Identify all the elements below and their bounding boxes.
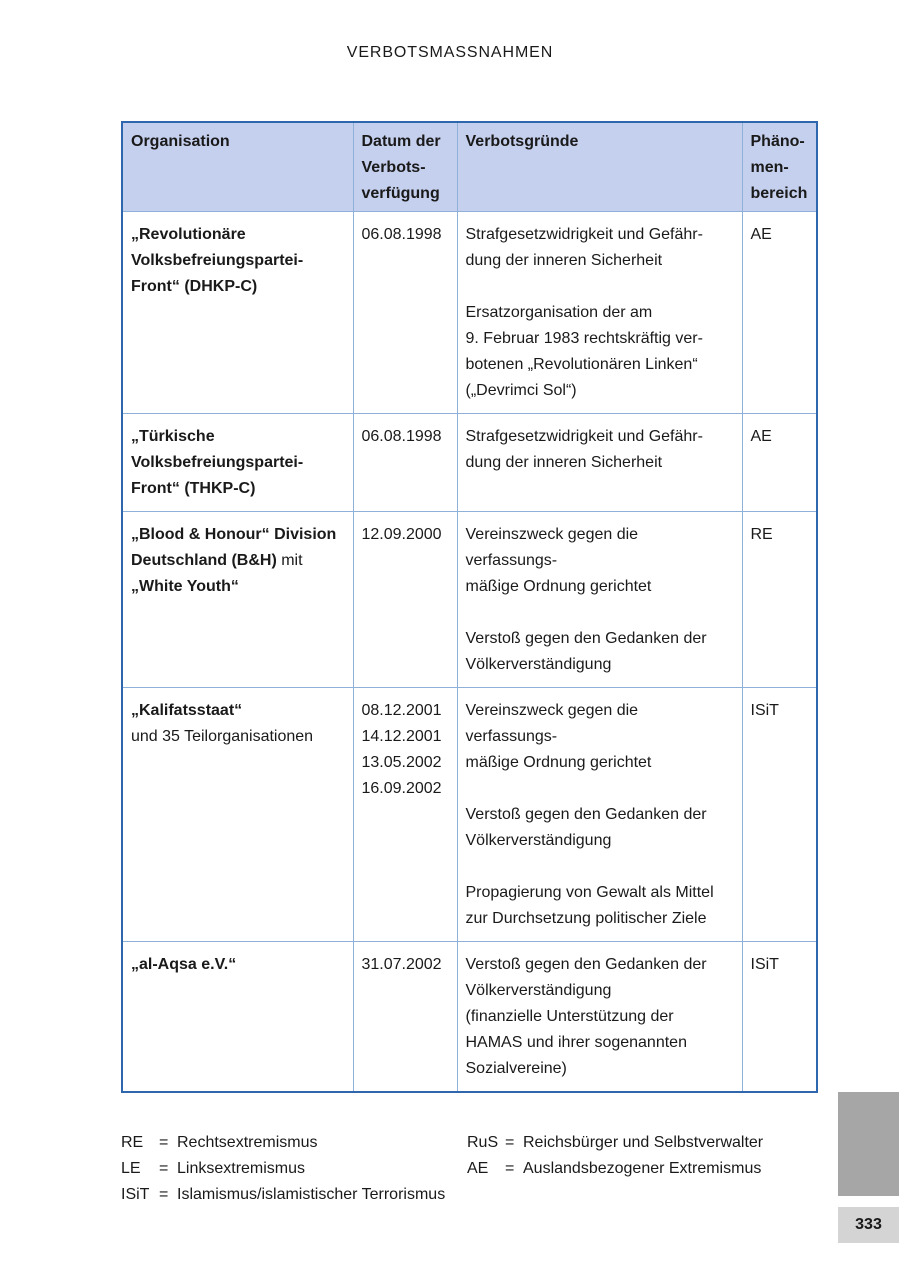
column-header-line: Verbots- xyxy=(361,159,426,176)
ban-reason-paragraph xyxy=(466,522,734,600)
organisation-text: „al-Aqsa e.V.“ xyxy=(131,956,237,973)
ban-date: 16.09.2002 xyxy=(361,780,442,797)
legend-equals: = xyxy=(505,1134,515,1151)
legend-abbreviation: LE xyxy=(121,1160,141,1177)
organisation-line xyxy=(131,548,345,574)
phenomenon-area-cell: AE xyxy=(742,414,817,512)
organisation-line xyxy=(131,724,345,750)
ban-date-cell xyxy=(353,512,457,688)
column-header-phenomenon-area xyxy=(742,122,817,212)
ban-reason-line: Verstoß gegen den Gedanken der xyxy=(465,956,707,973)
column-header-line: verfügung xyxy=(361,185,440,202)
ban-reason-line: dung der inneren Sicherheit xyxy=(465,252,663,269)
organisation-text: „Kalifatsstaat“ xyxy=(131,702,243,719)
organisation-cell xyxy=(122,414,353,512)
ban-date: 06.08.1998 xyxy=(361,226,442,243)
ban-reason-line: (finanzielle Unterstützung der xyxy=(465,1008,674,1025)
table-row xyxy=(122,688,817,942)
ban-reason-paragraph xyxy=(466,698,734,776)
legend-meaning: Linksextremismus xyxy=(177,1160,306,1177)
legend-abbreviation: RE xyxy=(121,1134,144,1151)
column-header-organisation xyxy=(122,122,353,212)
ban-date-cell xyxy=(353,688,457,942)
ban-reasons-cell xyxy=(457,512,742,688)
organisation-line xyxy=(131,450,345,476)
ban-date: 06.08.1998 xyxy=(361,428,442,445)
organisation-text: Front“ (DHKP-C) xyxy=(131,278,258,295)
organisation-text: Volksbefreiungspartei- xyxy=(131,252,304,269)
ban-date-cell xyxy=(353,942,457,1093)
ban-reason-line: Vereinszweck gegen die verfassungs- xyxy=(465,526,639,569)
page-number: 333 xyxy=(838,1207,899,1243)
legend-meaning: Auslandsbezogener Extremismus xyxy=(523,1160,762,1177)
ban-reason-line: Völkerverständigung xyxy=(465,982,612,999)
organisation-line xyxy=(131,274,345,300)
ban-date: 12.09.2000 xyxy=(361,526,442,543)
ban-reason-line: botenen „Revolutionären Linken“ xyxy=(465,356,698,373)
table-header-row xyxy=(122,122,817,212)
column-header-reasons xyxy=(457,122,742,212)
ban-date: 08.12.2001 xyxy=(361,702,442,719)
organisation-cell xyxy=(122,688,353,942)
abbreviation-legend xyxy=(121,1130,821,1210)
ban-reason-line: Propagierung von Gewalt als Mittel xyxy=(465,884,714,901)
ban-reason-line: 9. Februar 1983 rechtskräftig ver- xyxy=(465,330,703,347)
legend-equals: = xyxy=(159,1186,169,1203)
ban-reasons-cell xyxy=(457,414,742,512)
organisation-text: Front“ (THKP-C) xyxy=(131,480,256,497)
organisation-text: mit xyxy=(276,552,303,569)
ban-date: 14.12.2001 xyxy=(361,728,442,745)
ban-date-cell xyxy=(353,414,457,512)
ban-reason-line: Strafgesetzwidrigkeit und Gefähr- xyxy=(465,428,703,445)
column-header-line: Organisation xyxy=(131,133,230,150)
legend-abbreviation: ISiT xyxy=(121,1186,150,1203)
ban-date: 31.07.2002 xyxy=(361,956,442,973)
ban-reasons-cell xyxy=(457,212,742,414)
column-header-line: Phäno- xyxy=(750,133,805,150)
legend-item xyxy=(121,1182,445,1208)
organisation-cell xyxy=(122,212,353,414)
organisation-text: „Türkische xyxy=(131,428,215,445)
ban-reason-line: Ersatzorganisation der am xyxy=(465,304,653,321)
phenomenon-area-cell: ISiT xyxy=(742,688,817,942)
table-row xyxy=(122,212,817,414)
column-header-line: bereich xyxy=(750,185,808,202)
legend-item xyxy=(467,1130,763,1156)
ban-reason-line: mäßige Ordnung gerichtet xyxy=(465,578,652,595)
legend-item xyxy=(121,1156,305,1182)
ban-reasons-cell xyxy=(457,688,742,942)
legend-abbreviation: RuS xyxy=(467,1134,499,1151)
ban-reason-line: HAMAS und ihrer sogenannten xyxy=(465,1034,687,1051)
organisation-line xyxy=(131,424,345,450)
legend-item xyxy=(121,1130,317,1156)
legend-meaning: Islamismus/islamistischer Terrorismus xyxy=(177,1186,446,1203)
table-body xyxy=(122,212,817,1093)
organisation-text: „Blood & Honour“ Division xyxy=(131,526,337,543)
legend-abbreviation: AE xyxy=(467,1160,489,1177)
organisation-line xyxy=(131,952,345,978)
ban-reason-line: Strafgesetzwidrigkeit und Gefähr- xyxy=(465,226,703,243)
ban-reason-paragraph xyxy=(466,626,734,678)
ban-reason-line: dung der inneren Sicherheit xyxy=(465,454,663,471)
phenomenon-area-cell: ISiT xyxy=(742,942,817,1093)
ban-reason-line: Völkerverständigung xyxy=(465,656,612,673)
column-header-date xyxy=(353,122,457,212)
ban-reason-line: Vereinszweck gegen die verfassungs- xyxy=(465,702,639,745)
legend-meaning: Rechtsextremismus xyxy=(177,1134,318,1151)
organisation-text: Volksbefreiungspartei- xyxy=(131,454,304,471)
organisation-cell xyxy=(122,942,353,1093)
organisation-line xyxy=(131,522,345,548)
ban-reason-line: mäßige Ordnung gerichtet xyxy=(465,754,652,771)
organisation-line xyxy=(131,574,345,600)
running-header: VERBOTSMASSNAHMEN xyxy=(346,44,554,61)
ban-measures-table xyxy=(121,121,818,1093)
ban-reason-line: Verstoß gegen den Gedanken der xyxy=(465,630,707,647)
ban-reason-paragraph xyxy=(466,802,734,854)
organisation-cell xyxy=(122,512,353,688)
column-header-line: Datum der xyxy=(361,133,441,150)
organisation-text: „White Youth“ xyxy=(131,578,239,595)
table-row xyxy=(122,414,817,512)
phenomenon-area-cell: AE xyxy=(742,212,817,414)
ban-reason-line: („Devrimci Sol“) xyxy=(465,382,577,399)
organisation-line xyxy=(131,222,345,248)
table-row xyxy=(122,942,817,1093)
legend-equals: = xyxy=(159,1134,169,1151)
ban-date: 13.05.2002 xyxy=(361,754,442,771)
ban-reason-paragraph xyxy=(466,952,734,1082)
organisation-line xyxy=(131,248,345,274)
ban-reason-line: Sozialvereine) xyxy=(465,1060,567,1077)
ban-reason-paragraph xyxy=(466,300,734,404)
legend-equals: = xyxy=(159,1160,169,1177)
ban-reason-paragraph xyxy=(466,222,734,274)
organisation-text: und 35 Teilorganisationen xyxy=(131,728,314,745)
organisation-line xyxy=(131,476,345,502)
ban-reason-line: Völkerverständigung xyxy=(465,832,612,849)
legend-meaning: Reichsbürger und Selbstverwalter xyxy=(523,1134,764,1151)
ban-reasons-cell xyxy=(457,942,742,1093)
ban-reason-paragraph xyxy=(466,424,734,476)
ban-reason-line: Verstoß gegen den Gedanken der xyxy=(465,806,707,823)
column-header-line: Verbotsgründe xyxy=(465,133,579,150)
ban-reason-line: zur Durchsetzung politischer Ziele xyxy=(465,910,707,927)
organisation-text: Deutschland (B&H) xyxy=(131,552,277,569)
organisation-text: „Revolutionäre xyxy=(131,226,246,243)
table-row xyxy=(122,512,817,688)
legend-item xyxy=(467,1156,761,1182)
column-header-line: men- xyxy=(750,159,789,176)
chapter-thumb-tab xyxy=(838,1092,899,1196)
phenomenon-area-cell: RE xyxy=(742,512,817,688)
legend-equals: = xyxy=(505,1160,515,1177)
organisation-line xyxy=(131,698,345,724)
ban-date-cell xyxy=(353,212,457,414)
ban-reason-paragraph xyxy=(466,880,734,932)
